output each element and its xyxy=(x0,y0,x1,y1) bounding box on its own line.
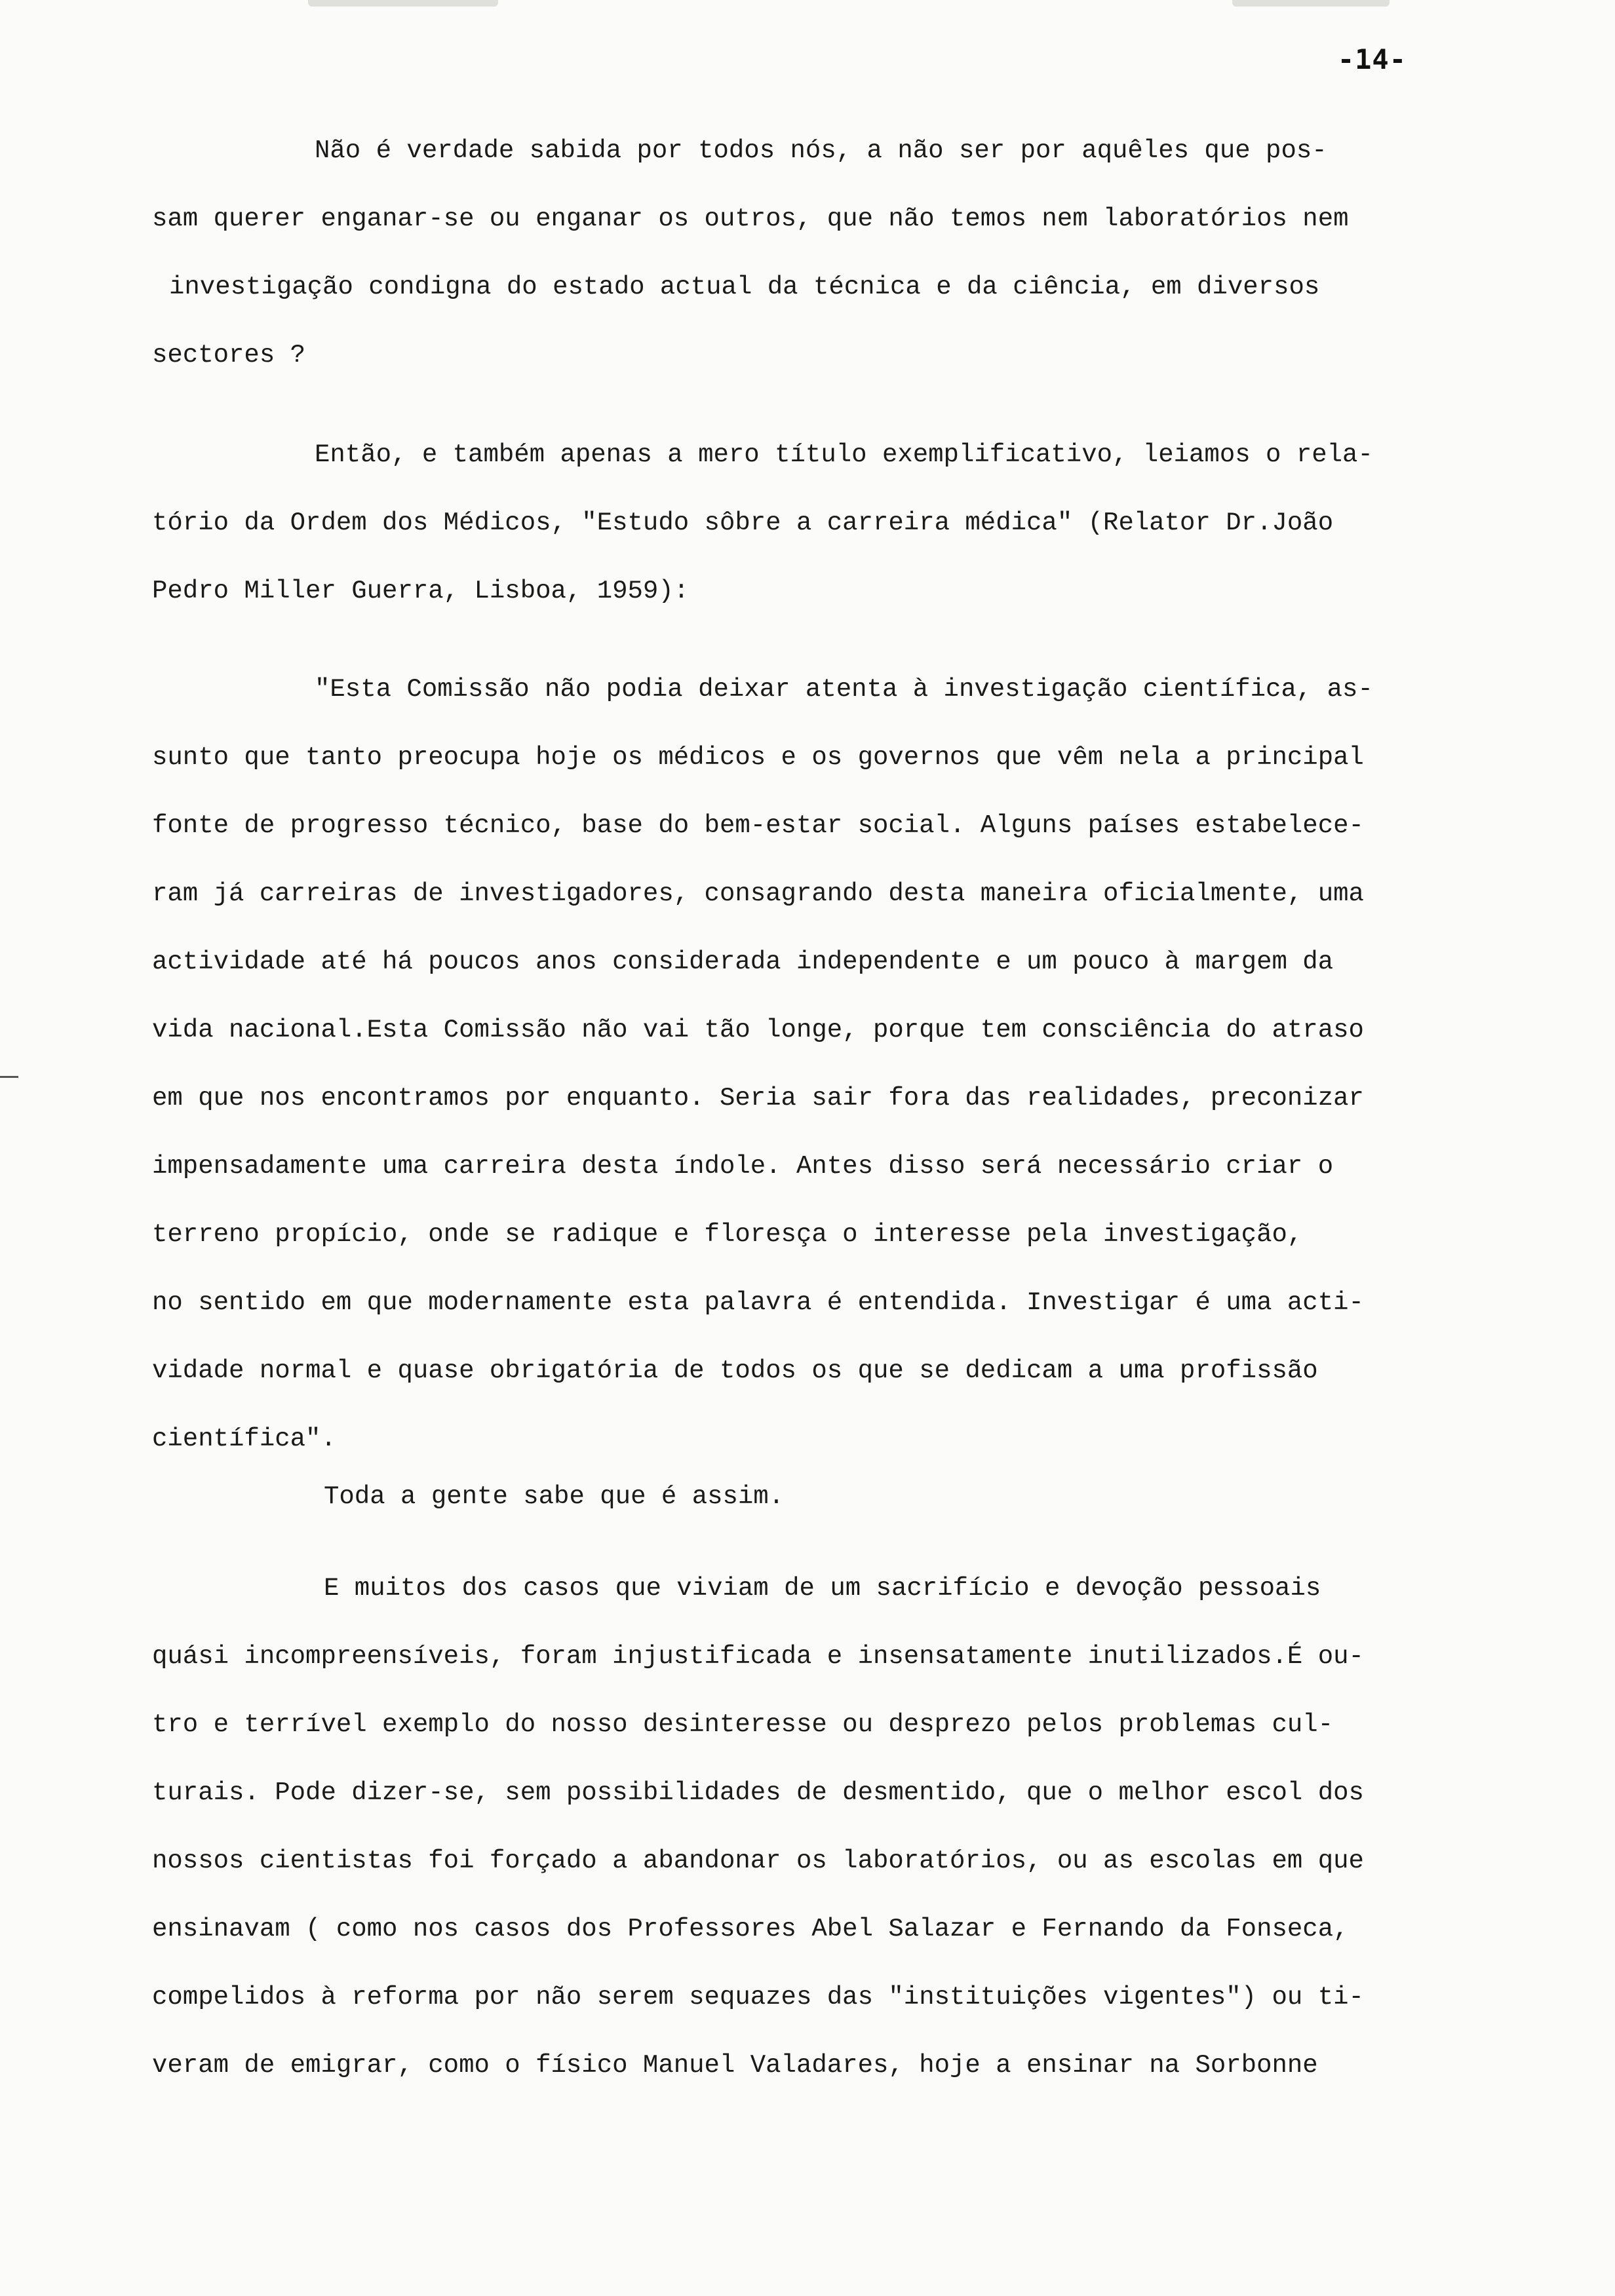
text-line: sunto que tanto preocupa hoje os médicos e os governos que vêm nela a principal xyxy=(152,743,1364,772)
text-line: Pedro Miller Guerra, Lisboa, 1959): xyxy=(152,577,690,605)
paragraph-1 xyxy=(152,117,1453,389)
text-line: Não é verdade sabida por todos nós, a não ser por aquêles que pos- xyxy=(315,136,1327,165)
text-line: vida nacional.Esta Comissão não vai tão longe, porque tem consciência do atraso xyxy=(152,1016,1364,1044)
text-line: veram de emigrar, como o físico Manuel Valadares, hoje a ensinar na Sorbonne xyxy=(152,2051,1318,2080)
text-line: tório da Ordem dos Médicos, "Estudo sôbre a carreira médica" (Relator Dr.João xyxy=(152,508,1334,537)
scan-artifact-left-edge xyxy=(0,1076,18,1078)
text-line: sam querer enganar-se ou enganar os outros, que não temos nem laboratórios nem xyxy=(152,204,1349,233)
scan-artifact-top-left xyxy=(308,0,498,7)
text-line: vidade normal e quase obrigatória de todos os que se dedicam a uma profissão xyxy=(152,1356,1318,1385)
text-line: actividade até há poucos anos considerada independente e um pouco à margem da xyxy=(152,947,1334,976)
text-line: fonte de progresso técnico, base do bem-estar social. Alguns países estabelece- xyxy=(152,811,1364,840)
text-line: tro e terrível exemplo do nosso desinteresse ou desprezo pelos problemas cul- xyxy=(152,1710,1334,1739)
text-line: Toda a gente sabe que é assim. xyxy=(324,1482,785,1511)
text-line: "Esta Comissão não podia deixar atenta à investigação científica, as- xyxy=(315,675,1373,704)
text-line: ensinavam ( como nos casos dos Professores Abel Salazar e Fernando da Fonseca, xyxy=(152,1915,1349,1943)
paragraph-4 xyxy=(152,1463,1453,1531)
text-line: em que nos encontramos por enquanto. Seria sair fora das realidades, preconizar xyxy=(152,1084,1364,1113)
text-line: turais. Pode dizer-se, sem possibilidades de desmentido, que o melhor escol dos xyxy=(152,1778,1364,1807)
text-line: E muitos dos casos que viviam de um sacrifício e devoção pessoais xyxy=(324,1574,1321,1603)
text-line: Então, e também apenas a mero título exemplificativo, leiamos o rela- xyxy=(315,440,1373,469)
text-line: científica". xyxy=(152,1425,336,1453)
text-line: no sentido em que modernamente esta palavra é entendida. Investigar é uma acti- xyxy=(152,1288,1364,1317)
text-line: quási incompreensíveis, foram injustificada e insensatamente inutilizados.É ou- xyxy=(152,1642,1364,1671)
paragraph-5 xyxy=(152,1554,1453,2099)
paragraph-quote xyxy=(152,655,1453,1473)
text-line: ram já carreiras de investigadores, consagrando desta maneira oficialmente, uma xyxy=(152,879,1364,908)
text-line: nossos cientistas foi forçado a abandonar os laboratórios, ou as escolas em que xyxy=(152,1846,1364,1875)
text-line: compelidos à reforma por não serem sequazes das "instituições vigentes") ou ti- xyxy=(152,1983,1364,2012)
text-line: sectores ? xyxy=(152,341,306,370)
text-line: investigação condigna do estado actual da técnica e da ciência, em diversos xyxy=(169,273,1320,301)
page-number: -14- xyxy=(1337,43,1407,75)
paragraph-2 xyxy=(152,421,1453,625)
text-line: terreno propício, onde se radique e floresça o interesse pela investigação, xyxy=(152,1220,1303,1249)
text-line: impensadamente uma carreira desta índole. Antes disso será necessário criar o xyxy=(152,1152,1334,1181)
scan-artifact-top-right xyxy=(1232,0,1390,7)
